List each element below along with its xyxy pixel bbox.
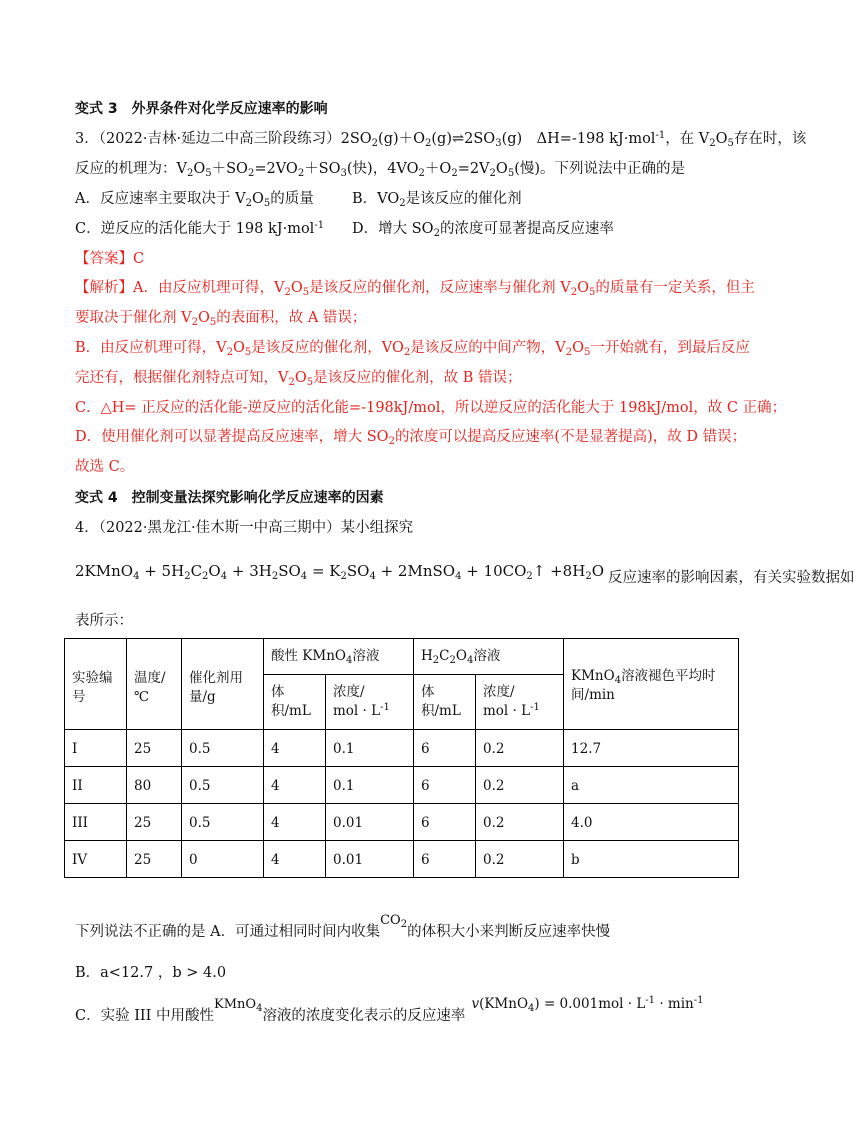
question3-line1: 3．（2022·吉林·延边二中高三阶段练习）$2SO_2(g)+O_2(g)\rightleftharpoons 2SO_3(g)$ ΔH=-198 kJ·mol$^{-1}$，在 $V_2O_5$存在时，该 xyxy=(75,130,807,149)
analysis-conclusion: 故选 C。 xyxy=(75,459,135,475)
question4-line3: 表所示： xyxy=(75,613,133,629)
header-kmno4: 酸性 KMnO$_4$溶液 xyxy=(264,639,414,675)
header-h2c2o4-conc: 浓度/ mol · $L^{-1}$ xyxy=(476,675,564,730)
table-row: IV 25 0 4 0.01 6 0.2 b xyxy=(65,841,739,878)
table-row: II 80 0.5 4 0.1 6 0.2 a xyxy=(65,767,739,804)
header-h2c2o4-volume: 体积/mL xyxy=(414,675,476,730)
answer-label: 【答案】C xyxy=(75,251,145,267)
rate-expression: v(KMnO$_4$) = $0.001mol \cdot L^{-1} \cdot \min^{-1}$ xyxy=(471,995,704,1014)
option-d: D．增大 $SO_2$的浓度可显著提高反应速率 xyxy=(352,221,614,239)
header-exp-number: 实验编号 xyxy=(65,639,127,730)
header-catalyst: 催化剂用量/g xyxy=(182,639,264,730)
option-b: B．$VO_2$是该反应的催化剂 xyxy=(352,191,522,209)
option-c: C．逆反应的活化能大于 198 kJ·mol$^{-1}$ xyxy=(75,220,325,237)
analysis-line4: 完还有，根据催化剂特点可知，$V_2O_5$是该反应的催化剂，故 B 错误； xyxy=(75,370,522,388)
analysis-line3: B．由反应机理可得，$V_2O_5$是该反应的催化剂，$VO_2$是该反应的中间产物，$V_2O_5$一开始就有，到最后反应 xyxy=(75,340,750,358)
question4-line1: 4．（2022·黑龙江·佳木斯一中高三期中）某小组探究 xyxy=(75,520,414,536)
variant4-heading: 变式 4 控制变量法探究影响化学反应速率的因素 xyxy=(75,490,384,506)
variant3-heading: 变式 3 外界条件对化学反应速率的影响 xyxy=(75,101,328,117)
header-temperature: 温度/℃ xyxy=(127,639,182,730)
question-source: （2022·吉林·延边二中高三阶段练习） xyxy=(98,131,341,147)
permanganate-equation: 2KMnO$_4$ + $5H_2C_2O_4 + 3H_2SO_4 = K_2SO_4$ + 2MnSO$_4$ + $10CO_2↑ +8H_2O$ 反应速率的影响因素，有关实验数据如 xyxy=(75,562,855,586)
statement-b: B．a<12.7 ，b > 4.0 xyxy=(75,965,227,981)
header-kmno4-conc: 浓度/ mol · $L^{-1}$ xyxy=(326,675,414,730)
option-a: A．反应速率主要取决于 $V_2O_5$的质量 xyxy=(75,191,314,209)
table-row: III 25 0.5 4 0.01 6 0.2 4.0 xyxy=(65,804,739,841)
analysis-line5: C．△H= 正反应的活化能-逆反应的活化能=-198kJ/mol，所以逆反应的活化能大于 198kJ/mol，故 C 正确； xyxy=(75,400,787,416)
header-kmno4-volume: 体积/mL xyxy=(264,675,326,730)
statement-a: 下列说法不正确的是 A．可通过相同时间内收集$CO_2$的体积大小来判断反应速率快慢 xyxy=(75,913,611,940)
analysis-line6: D．使用催化剂可以显著提高反应速率，增大 $SO_2$的浓度可以提高反应速率(不是显著提高)，故 D 错误； xyxy=(75,429,747,447)
question3-line2: 反应的机理为：$V_2O_5+SO_2=2VO_2+SO_3$(快)，$4VO_2+O_2=2V_2O_5$(慢)。下列说法中正确的是 xyxy=(75,161,686,179)
mechanism-equation: $V_2O_5+SO_2=2VO_2+SO_3$(快)，$4VO_2+O_2=2V_2O_5$(慢) xyxy=(176,161,541,179)
statement-c: C．实验 III 中用酸性KMnO$_4$溶液的浓度变化表示的反应速率v(KMnO$_4$) = $0.001mol \cdot L^{-1} \cdot \min^{-1}$ xyxy=(75,995,704,1024)
kmno4-formula: KMnO$_4$ xyxy=(214,997,263,1014)
reaction-equation: $2SO_2(g)+O_2(g)\rightleftharpoons 2SO_3(g)$ ΔH=-198 kJ·mol$^{-1}$ xyxy=(340,130,666,149)
header-fade-time: KMnO$_4$溶液褪色平均时间/min xyxy=(564,639,739,730)
analysis-line1: 【解析】A．由反应机理可得，$V_2O_5$是该反应的催化剂，反应速率与催化剂 $V_2O_5$的质量有一定关系，但主 xyxy=(75,280,755,298)
question-number: 3． xyxy=(75,131,99,147)
table-header-row1 xyxy=(65,639,739,675)
experiment-table xyxy=(64,638,739,878)
analysis-line2: 要取决于催化剂 $V_2O_5$的表面积，故 A 错误； xyxy=(75,310,367,328)
table-row: I 25 0.5 4 0.1 6 0.2 12.7 xyxy=(65,730,739,767)
header-h2c2o4: $H_2C_2O_4$溶液 xyxy=(414,639,564,675)
co2-formula: $CO_2$ xyxy=(380,913,408,930)
